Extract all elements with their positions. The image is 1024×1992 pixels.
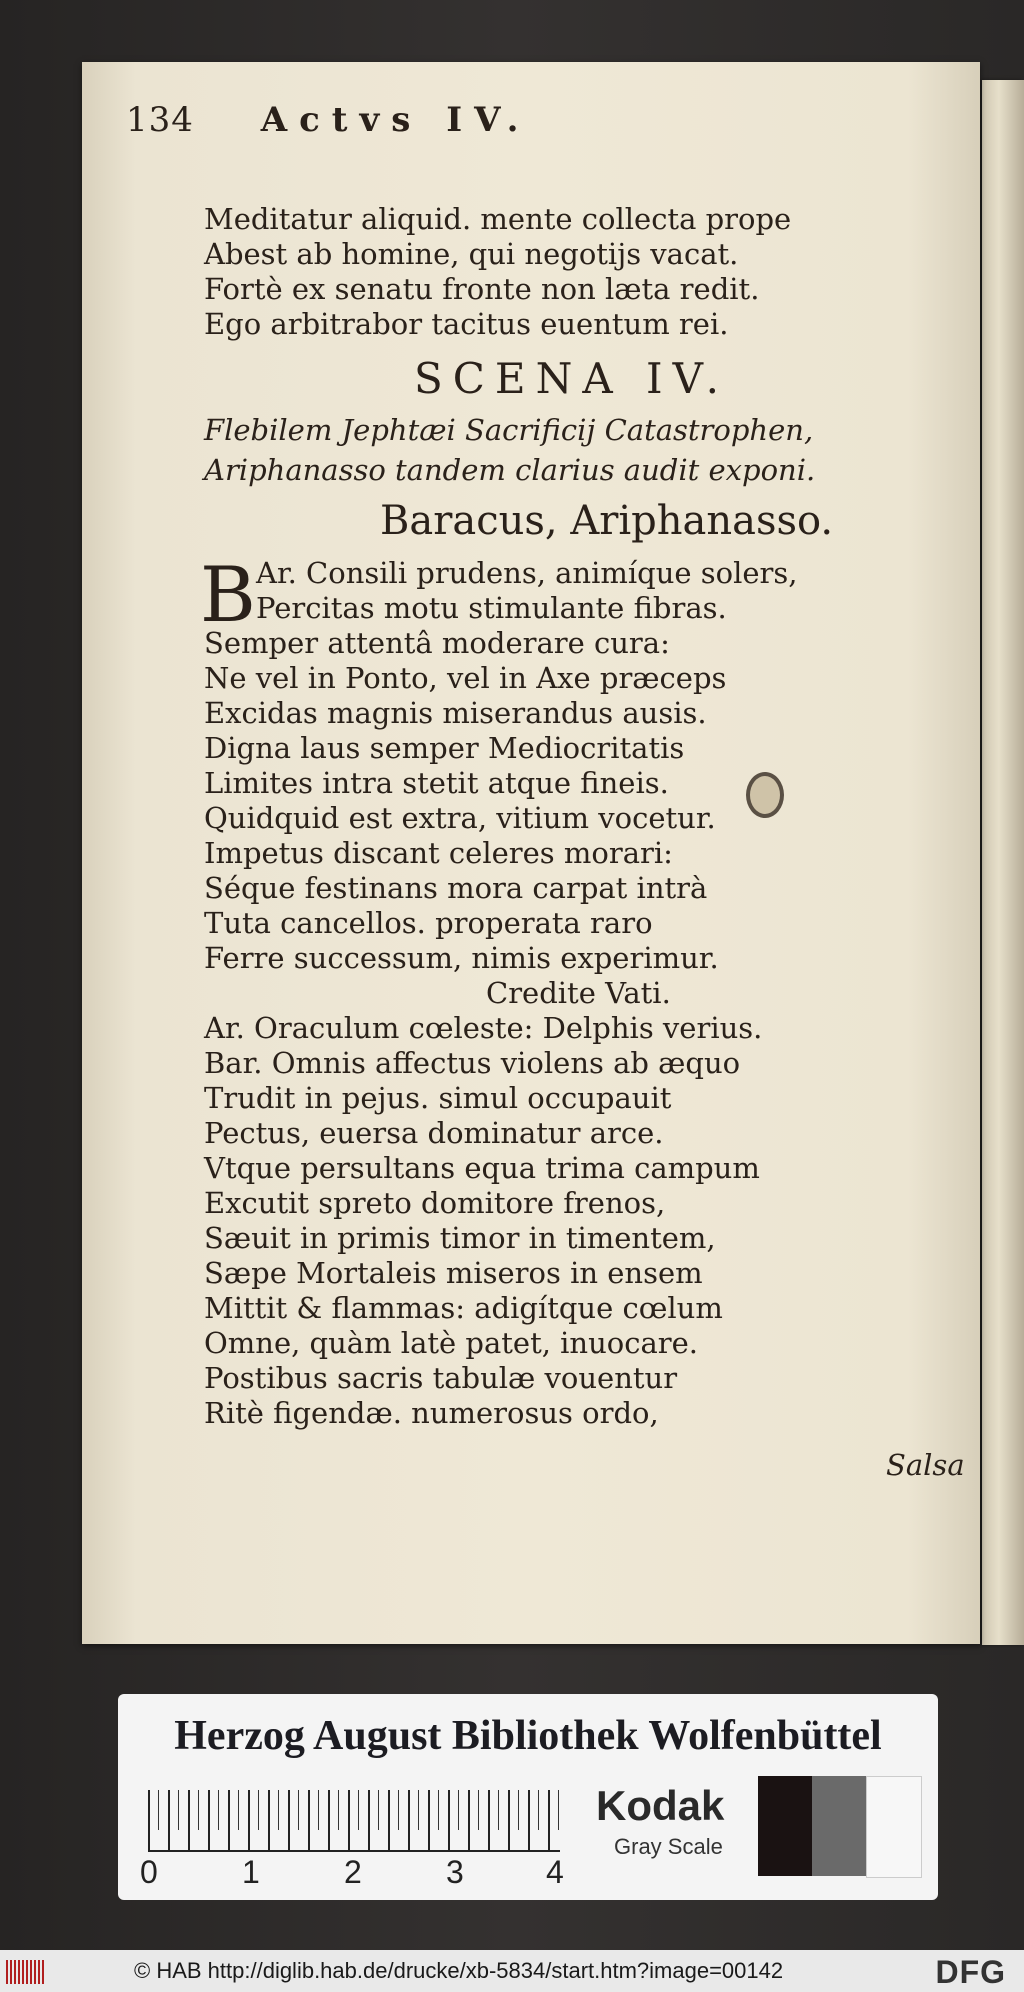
top-verses [204, 202, 791, 342]
verse-line: Ritè figendæ. numerosus ordo, [204, 1396, 659, 1430]
verse-line: Sæpe Mortaleis miseros in ensem [204, 1256, 703, 1290]
verse-line: Omne, quàm latè patet, inuocare. [204, 1326, 699, 1360]
verse-line: Postibus sacris tabulæ vouentur [204, 1361, 678, 1395]
grayscale-label: Gray Scale [614, 1834, 723, 1859]
book-page [82, 62, 980, 1644]
ink-blot [746, 772, 784, 818]
scene-title: SCENA IV. [414, 354, 729, 403]
main-verses [204, 556, 798, 1431]
barcode-icon [6, 1960, 46, 1984]
verse-line: Abest ab homine, qui negotijs vacat. [204, 237, 739, 271]
verse-line: Meditatur aliquid. mente collecta prope [204, 202, 792, 236]
ruler-number: 4 [546, 1854, 564, 1890]
verse-line: Ar. Oraculum cœleste: Delphis verius. [204, 1011, 763, 1045]
verse-line: Excidas magnis miserandus ausis. [204, 696, 707, 730]
library-name: Herzog August Bibliothek Wolfenbüttel [174, 1713, 882, 1759]
verse-line: Ferre successum, nimis experimur. [204, 941, 719, 975]
gray-patch-white [866, 1776, 922, 1878]
verse-line: Ar. Consili prudens, animíque solers, [256, 556, 798, 590]
verse-line: Percitas motu stimulante fibras. [256, 591, 727, 625]
drop-capital: B [200, 550, 256, 639]
ruler-ticks [148, 1790, 560, 1852]
verse-line: Trudit in pejus. simul occupauit [204, 1081, 672, 1115]
verse-line: Sæuit in primis timor in timentem, [204, 1221, 716, 1255]
verse-line: Séque festinans mora carpat intrà [204, 871, 708, 905]
gray-patch-mid [812, 1776, 866, 1876]
verse-line: Tuta cancellos. properata raro [204, 906, 653, 940]
kodak-logo: Kodak [596, 1782, 725, 1829]
ruler-number: 1 [242, 1854, 260, 1890]
verse-line: Pectus, euersa dominatur arce. [204, 1116, 664, 1150]
catchword: Salsa [886, 1448, 965, 1482]
footer-bar [0, 1950, 1024, 1992]
ruler-number: 0 [140, 1854, 158, 1890]
verse-line: Semper attentâ moderare cura: [204, 626, 670, 660]
verse-line: Impetus discant celeres morari: [204, 836, 673, 870]
copyright-link[interactable]: © HAB http://diglib.hab.de/drucke/xb-5834/start.htm?image=00142 [134, 1958, 784, 1983]
running-head: Actvs IV. [260, 100, 531, 140]
verse-line-credite: Credite Vati. [486, 976, 671, 1010]
verse-line: Mittit & flammas: adigítque cœlum [204, 1291, 723, 1325]
page-header [126, 100, 530, 140]
page-number: 134 [126, 100, 194, 140]
verse-line: Bar. Omnis affectus violens ab æquo [204, 1046, 741, 1080]
verse-line: Ego arbitrabor tacitus euentum rei. [204, 307, 729, 341]
facing-page-edge [982, 80, 1024, 1645]
verse-line: Ne vel in Ponto, vel in Axe præceps [204, 661, 727, 695]
verse-line: Digna laus semper Mediocritatis [204, 731, 685, 765]
ruler-number: 2 [344, 1854, 362, 1890]
verse-line: Vtque persultans equa trima campum [204, 1151, 760, 1185]
scene-argument: Flebilem Jephtæi Sacrificij Catastrophen, Ariphanasso tandem clarius audit exponi. [204, 413, 816, 487]
verse-line: Fortè ex senatu fronte non læta redit. [204, 272, 760, 306]
verse-line: Quidquid est extra, vitium vocetur. [204, 801, 716, 835]
gray-patch-black [758, 1776, 812, 1876]
ruler-number: 3 [446, 1854, 464, 1890]
dfg-logo: DFG [935, 1954, 1006, 1990]
speakers-heading: Baracus, Ariphanasso. [380, 498, 834, 544]
color-reference-card [118, 1694, 938, 1900]
verse-line: Excutit spreto domitore frenos, [204, 1186, 666, 1220]
verse-line: Limites intra stetit atque fineis. [204, 766, 669, 800]
